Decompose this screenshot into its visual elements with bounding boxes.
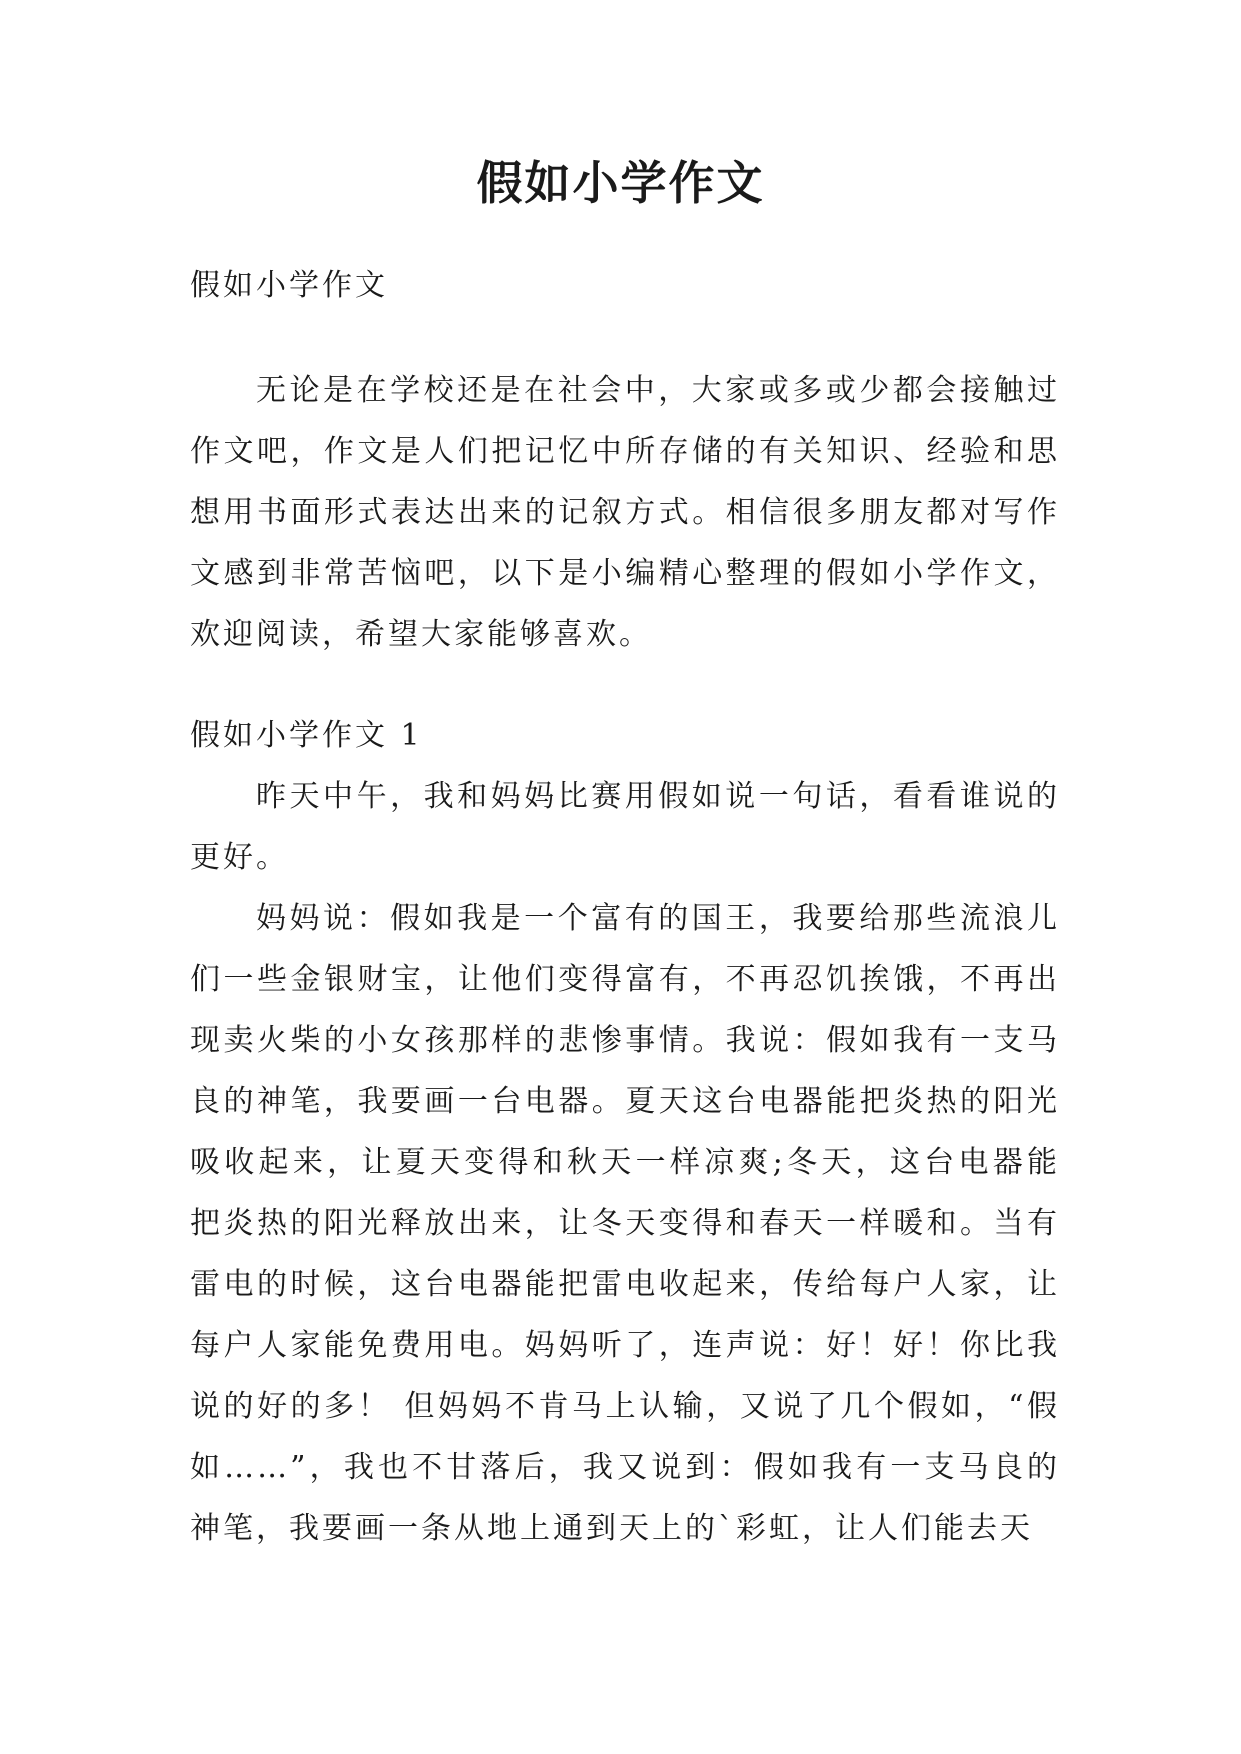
- document-title: 假如小学作文: [476, 156, 765, 210]
- section-heading: 假如小学作文 1: [190, 718, 423, 753]
- body-paragraph: 昨天中午，我和妈妈比赛用假如说一句话，看看谁说的更好。: [190, 779, 1060, 875]
- document-subtitle: 假如小学作文: [190, 268, 388, 303]
- body-paragraph: 妈妈说：假如我是一个富有的国王，我要给那些流浪儿们一些金银财宝，让他们变得富有，不再忍饥挨饿，不再出现卖火柴的小女孩那样的悲惨事情。我说：假如我有一支马良的神笔，我要画一台电器。夏天这台电器能把炎热的阳光吸收起来，让夏天变得和秋天一样凉爽;冬天，这台电器能把炎热的阳光释放出来，让冬天变得和春天一样暖和。当有雷电的时候，这台电器能把雷电收起来，传给每户人家，让每户人家能免费用电。妈妈听了，连声说：好！好！你比我说的好的多！ 但妈妈不肯马上认输，又说了几个假如，“假如……”，我也不甘落后，我又说到：假如我有一支马良的神笔，我要画一条从地上通到天上的`彩虹，让人们能去天: [190, 901, 1060, 1546]
- intro-paragraph: 无论是在学校还是在社会中，大家或多或少都会接触过作文吧，作文是人们把记忆中所存储的有关知识、经验和思想用书面形式表达出来的记叙方式。相信很多朋友都对写作文感到非常苦恼吧，以下是小编精心整理的假如小学作文，欢迎阅读，希望大家能够喜欢。: [190, 373, 1060, 652]
- section-body: [190, 766, 1060, 1559]
